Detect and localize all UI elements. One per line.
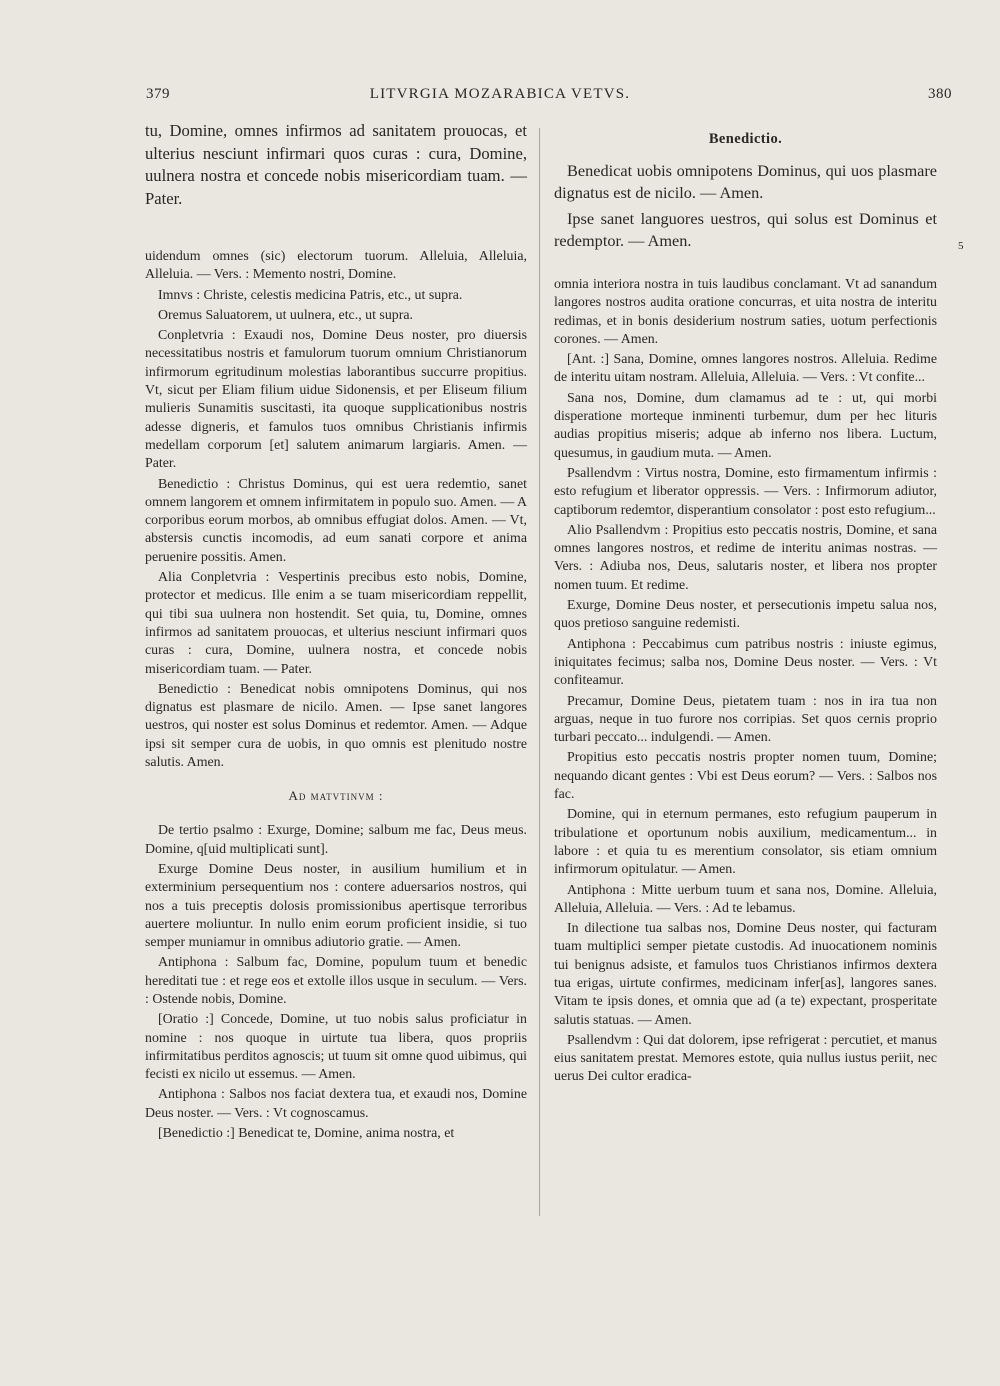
paragraph: Antiphona : Mitte uerbum tuum et sana nos, Domine. Alleluia, Alleluia, Alleluia. — Vers. : Ad te lebamus. bbox=[554, 882, 937, 916]
paragraph: Antiphona : Salbum fac, Domine, populum tuum et benedic hereditati tue : et rege eos et extolle illos usque in seculum. — Vers. : Ostende nobis, Domine. bbox=[145, 955, 527, 1007]
paragraph: Exurge, Domine Deus noster, et persecutionis impetu salua nos, quos pretioso sanguine redemisti. bbox=[554, 598, 937, 632]
page-number-left: 379 bbox=[146, 86, 170, 102]
left-column bbox=[145, 120, 527, 1145]
section-heading: Benedictio. bbox=[708, 131, 783, 147]
paragraph: tu, Domine, omnes infirmos ad sanitatem prouocas, et ulterius nesciunt infirmari quos curas : cura, Domine, uulnera nostra et concede nobis misericordiam tuam. — Pater. bbox=[145, 121, 527, 208]
margin-line-number: 5 bbox=[958, 240, 964, 252]
paragraph: Benedictio : Christus Dominus, qui est uera redemtio, sanet omnem langorem et omnem infirmitatem in populo suo. Amen. — A corporibus eorum morbos, ab omnibus effugiat dolos. Amen. — Vt, abstersis cunctis incomodis, ad eum sanati corpore et anima peruenire possitis. Amen. bbox=[145, 476, 527, 565]
column-divider bbox=[539, 128, 540, 1216]
paragraph: Antiphona : Peccabimus cum patribus nostris : iniuste egimus, iniquitates fecimus; salba nos, Domine Deus noster. — Vers. : Vt confiteamur. bbox=[554, 636, 937, 689]
paragraph: uidendum omnes (sic) electorum tuorum. Alleluia, Alleluia, Alleluia. — Vers. : Memento nostri, Domine. bbox=[145, 249, 527, 283]
paragraph: Alio Psallendvm : Propitius esto peccatis nostris, Domine, et sana omnes langores nostros, et redime de interitu animas nostras. — Vers. : Adiuba nos, Deus, salutaris noster, et libera nos propter nomen tuum. Et redime. bbox=[554, 522, 937, 593]
paragraph: In dilectione tua salbas nos, Domine Deus noster, qui facturam tuam multiplici semper pietate custodis. Ad inuocationem nominis tui benignus adsiste, et famulos tuos Christianos infirmos dextera tua erigas, uirtute confirmes, medicinam infer[as], langores sanes. Vitam te ipsis dones, et omnia que ad (a te) expectant, prosperitate salutis statuas. — Amen. bbox=[554, 921, 937, 1028]
paragraph: Benedictio : Benedicat nobis omnipotens Dominus, qui nos dignatus est plasmare de nicilo. Amen. — Ipse sanet langores uestros, qui noster est solus Dominus et redemtor. Amen. — Adque ipsi sit semper cura de uobis, in quo omnis est plenitudo nostre salutis. Amen. bbox=[145, 681, 527, 771]
paragraph: Sana nos, Domine, dum clamamus ad te : ut, qui morbi disperatione morteque inminenti turbemur, dum per hec lituris audias propitius miseris; adque ab inferno nos libera. Luctum, quesumus, in gaudium muta. — Amen. bbox=[554, 390, 937, 461]
paragraph: Precamur, Domine Deus, pietatem tuam : nos in ira tua non arguas, neque in tuo furore nos corripias. Set quos cernis proprio turbari peccato... indulgendi. — Amen. bbox=[554, 693, 937, 746]
paragraph: Alia Conpletvria : Vespertinis precibus esto nobis, Domine, protector et medicus. Ille enim a se tuam misericordiam reppellit, qui tibi sua uulnera non hostendit. Set quia, tu, Domine, omnes infirmos ad sanitatem prouocas, et ulterius nesciunt infirmari quos curas : cura, Domine, uulnera nostra, et concede nobis misericordiam tuam. — Pater. bbox=[145, 570, 527, 677]
paragraph: Conpletvria : Exaudi nos, Domine Deus noster, pro diuersis necessitatibus nostris et famulorum tuorum omnium Christianorum infirmorum egritudinum molestias laborantibus succurre propitius. Vt, sicut per Eliam filium uidue Sidonensis, et per Eliseum filium mulieris Sunamitis suscitasti, ita quoque supplicationibus nostris adesse digneris, et famulos tuos omnibus Christianis infirmis medellam corporum [et] salutem animarum largiaris. Amen. — Pater. bbox=[145, 328, 527, 472]
paragraph: [Ant. :] Sana, Domine, omnes langores nostros. Alleluia. Redime de interitu uitam nostram. Alleluia, Alleluia. — Vers. : Vt confite... bbox=[554, 352, 937, 386]
paragraph: Psallendvm : Virtus nostra, Domine, esto firmamentum infirmis : esto refugium et liberator oppressis. — Vers. : Infirmorum adiutor, captiborum redemtor, disperantium consolator : post esto refugium... bbox=[554, 465, 937, 518]
right-column bbox=[554, 131, 937, 1089]
paragraph: [Benedictio :] Benedicat te, Domine, anima nostra, et bbox=[158, 1126, 455, 1142]
section-heading: Ad matvtinvm : bbox=[288, 788, 384, 804]
paragraph: Imnvs : Christe, celestis medicina Patris, etc., ut supra. bbox=[158, 287, 463, 303]
page-number-right: 380 bbox=[928, 86, 952, 102]
paragraph: Benedicat uobis omnipotens Dominus, qui uos plasmare dignatus est de nicilo. — Amen. bbox=[554, 161, 937, 202]
paragraph: Exurge Domine Deus noster, in ausilium humilium et in exterminium persequentium nos : contere aduersarios nostros, qui nos a tuis preceptis dolosis promissionibus apertisque terroribus auertere moliuntur. In nullo enim eorum proficient insidie, si tuo semper muniamur in omnibus adiutorio gratie. — Amen. bbox=[145, 861, 527, 951]
paragraph: De tertio psalmo : Exurge, Domine; salbum me fac, Deus meus. Domine, q[uid multiplicati sunt]. bbox=[145, 823, 527, 857]
paragraph: Oremus Saluatorem, ut uulnera, etc., ut supra. bbox=[158, 307, 413, 323]
paragraph: Domine, qui in eternum permanes, esto refugium pauperum in tribulatione et oportunum nobis auxilium, medicamentum... in labore : et quia tu es merentium consolator, sis etiam omnium infirmorum opitulatur. — Amen. bbox=[554, 807, 937, 878]
paragraph: [Oratio :] Concede, Domine, ut tuo nobis salus proficiatur in nomine : nos quoque in uirtute tua libera, quos propriis infirmitatibus perditos agnoscis; ut tuum sit omne quod uibimus, qui fecisti ex nicilo ut essemus. — Amen. bbox=[145, 1012, 527, 1083]
paragraph: Ipse sanet languores uestros, qui solus est Dominus et redemptor. — Amen. bbox=[554, 209, 937, 250]
paragraph: Psallendvm : Qui dat dolorem, ipse refrigerat : percutiet, et manus eius sanitatem prestat. Memores estote, quia nullus iustus periit, nec uerus Dei cultor eradica- bbox=[554, 1032, 937, 1085]
paragraph: omnia interiora nostra in tuis laudibus conclamant. Vt ad sanandum langores nostros audita oratione concurras, et uita nostra de interitu redimas, et in bonis desiderium nostrum saties, uotum perfectionis corones. — Amen. bbox=[554, 277, 937, 347]
paragraph: Propitius esto peccatis nostris propter nomen tuum, Domine; nequando dicant gentes : Vbi est Deus eorum? — Vers. : Salbos nos fac. bbox=[554, 750, 937, 803]
running-title: LITVRGIA MOZARABICA VETVS. bbox=[369, 86, 631, 102]
paragraph: Antiphona : Salbos nos faciat dextera tua, et exaudi nos, Domine Deus noster. — Vers. : Vt cognoscamus. bbox=[145, 1087, 527, 1121]
